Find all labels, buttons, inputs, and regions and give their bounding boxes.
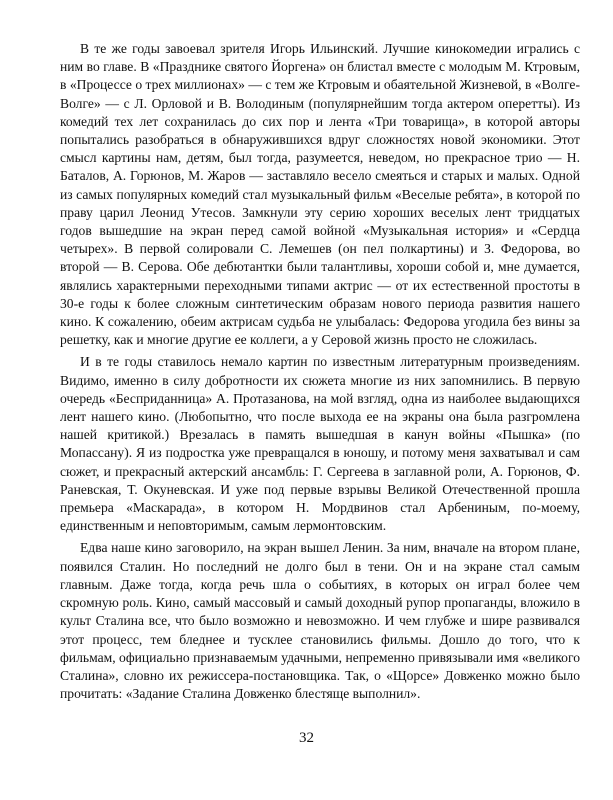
paragraph-literary-films: И в те годы ставилось немало картин по известным литературным произведениям. Видимо, именно в силу добротности их сюжета многие из них запомнились. В первую очередь «Бесприданница» А. Протазанова, на мой взгляд, одна из наиболее выдающихся лент нашего кино. (Любопытно, что после выхода ее на экраны она была разгромлена нашей критикой.) Врезалась в память вышедшая в канун войны «Пышка» (по Мопассану). Я из подростка уже превращался в юношу, и потому меня захватывал и сам сюжет, и прекрасный актерский ансамбль: Г. Сергеева в заглавной роли, А. Горюнов, Ф. Раневская, Т. Окуневская. И уже под первые взрывы Великой Отечественной прошла премьера «Маскарада», в котором Н. Мордвинов стал Арбениным, по-моему, единственным и неповторимым, самым лермонтовским. <box>60 354 580 534</box>
page-number: 32 <box>299 730 314 746</box>
paragraph-ilyinsky-comedies: В те же годы завоевал зрителя Игорь Ильинский. Лучшие кинокомедии игрались с ним во главе. В «Празднике святого Йоргена» он блистал вместе с молодым М. Ктровым, в «Процессе о трех миллионах» — с тем же Ктровым и обаятельной Жизневой, в «Волге-Волге» — с Л. Орловой и В. Володиным (популярнейшим тогда актером оперетты). Из комедий тех лет сохранилась до сих пор и лента «Три товарища», в которой авторы попытались разобраться в обнаружившихся вдруг сложностях новой экономики. Этот смысл картины нам, детям, был тогда, разумеется, неведом, но прекрасное трио — Н. Баталов, А. Горюнов, М. Жаров — заставляло весело смеяться и старых и малых. Одной из самых популярных комедий стал музыкальный фильм «Веселые ребята», в которой по праву царил Леонид Утесов. Замкнули эту серию хороших веселых лент тридцатых годов вышедшие на экран перед самой войной «Музыкальная история» и «Сердца четырех». В первой солировали С. Лемешев (он пел полкартины) и З. Федорова, во второй — В. Серова. Обе дебютантки были талантливы, хороши собой и, мне думается, являлись характерными переходными типами актрис — от их естественной простоты в 30-е годы к более сложным синтетическим образам нового периода развития нашего кино. К сожалению, обеим актрисам судьба не улыбалась: Федорова угодила без вины за решетку, как и многие другие ее коллеги, а у Серовой жизнь просто не сложилась. <box>60 41 580 348</box>
page-body <box>60 40 580 707</box>
paragraph-stalin-cult: Едва наше кино заговорило, на экран вышел Ленин. За ним, вначале на втором плане, появился Сталин. Но последний не долго был в тени. Он и на экране стал самым главным. Даже тогда, когда речь шла о событиях, в которых он играл более чем скромную роль. Кино, самый массовый и самый доходный рупор пропаганды, вложило в культ Сталина все, что было возможно и невозможно. И чем глубже и шире развивался этот процесс, тем бледнее и тусклее становились фильмы. Дошло до того, что к фильмам, официально признаваемым удачными, непременно привязывали имя «великого Сталина», словно их режиссера-постановщика. Так, о «Щорсе» Довженко можно было прочитать: «Задание Сталина Довженко блестяще выполнил». <box>60 540 580 702</box>
